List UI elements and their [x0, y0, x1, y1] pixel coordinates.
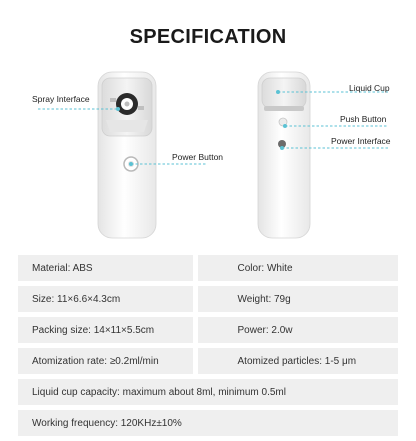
spec-table [18, 255, 398, 441]
callout-push-button: Push Button [340, 114, 387, 124]
page-title: SPECIFICATION [129, 26, 287, 48]
callout-power-button: Power Button [172, 152, 224, 162]
spec-row [18, 255, 398, 281]
spec-row [18, 317, 398, 343]
callout-liquid-cup: Liquid Cup [349, 83, 390, 93]
spec-atomization-rate: Atomization rate: ≥0.2ml/min [18, 348, 193, 374]
spec-row [18, 379, 398, 405]
callout-power-interface: Power Interface [331, 136, 391, 146]
spec-working-frequency: Working frequency: 120KHz±10% [18, 410, 398, 436]
spec-row [18, 348, 398, 374]
spec-liquid-cup-capacity: Liquid cup capacity: maximum about 8ml, minimum 0.5ml [18, 379, 398, 405]
product-figure [0, 58, 416, 248]
spec-material: Material: ABS [18, 255, 193, 281]
spec-row [18, 286, 398, 312]
spec-packing-size: Packing size: 14×11×5.5cm [18, 317, 193, 343]
spec-row [18, 410, 398, 436]
spec-size: Size: 11×6.6×4.3cm [18, 286, 193, 312]
callout-spray-interface: Spray Interface [32, 94, 90, 104]
spec-weight: Weight: 79g [198, 286, 399, 312]
device-side-view [258, 72, 310, 238]
spec-atomized-particles: Atomized particles: 1-5 μm [198, 348, 399, 374]
spec-power: Power: 2.0w [198, 317, 399, 343]
device-front-view [98, 72, 156, 238]
spec-color: Color: White [198, 255, 399, 281]
